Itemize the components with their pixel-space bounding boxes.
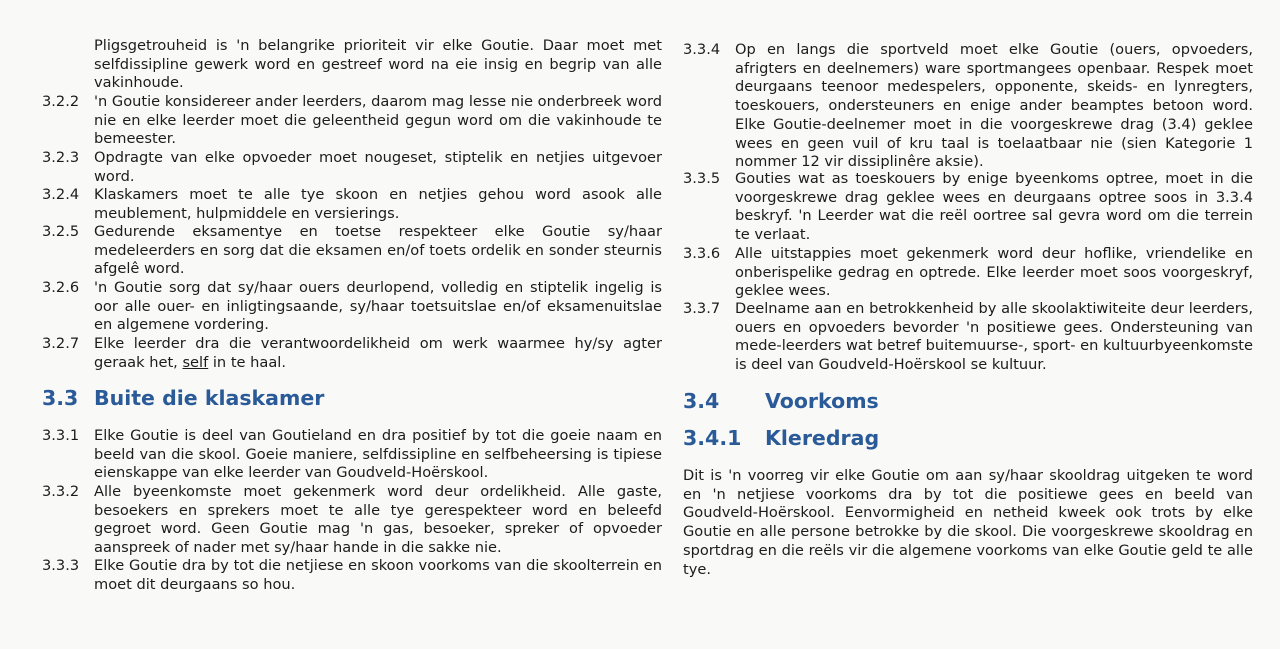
item-number: 3.2.5 [42, 223, 80, 240]
heading-number: 3.4 [683, 389, 720, 413]
list-item [42, 223, 662, 279]
item-number: 3.2.2 [42, 93, 80, 110]
list-item [42, 149, 662, 186]
item-number: 3.3.1 [42, 427, 80, 444]
section-heading [683, 389, 879, 413]
item-text [94, 335, 662, 372]
item-number: 3.2.7 [42, 335, 80, 352]
item-number: 3.2.4 [42, 186, 80, 203]
list-item [42, 483, 662, 558]
item-number: 3.3.7 [683, 300, 721, 317]
item-text: Opdragte van elke opvoeder moet nougeset, stiptelik en netjies uitgevoer word. [94, 149, 662, 185]
section-heading [42, 386, 324, 410]
body-paragraph: Dit is 'n voorreg vir elke Goutie om aan sy/haar skooldrag uitgeken te word en 'n netjiese voorkoms dra by tot die positiewe gees en beeld van Goudveld-Hoërskool. Eenvormigheid en netheid kweek ook trots by elke Goutie en alle persone betrokke by die skool. Die voorgeskrewe skooldrag en sportdrag en die reëls vir die algemene voorkoms van elke Goutie geld te alle tye. [683, 467, 1253, 578]
item-number: 3.3.4 [683, 41, 721, 58]
item-number: 3.3.6 [683, 245, 721, 262]
heading-number: 3.4.1 [683, 426, 742, 450]
underlined-word: self [182, 353, 209, 371]
item-text: 'n Goutie konsidereer ander leerders, daarom mag lesse nie onderbreek word nie en elke leerder moet die geleentheid gegun word om die vakinhoude te bemeester. [94, 93, 662, 148]
heading-number: 3.3 [42, 386, 79, 410]
list-item [683, 245, 1253, 301]
item-text-after: in te haal. [208, 353, 286, 371]
intro-text: Pligsgetrouheid is 'n belangrike prioriteit vir elke Goutie. Daar moet met selfdissipline gewerk word en gestreef word na eie insig en begrip van alle vakinhoude. [94, 37, 662, 92]
item-text: Op en langs die sportveld moet elke Goutie (ouers, opvoeders, afrigters en deelnemers) ware sportmangees openbaar. Respek moet deurgaans teenoor medespelers, opponente, skeids- en lynregters, toeskouers, ondersteuners en enige ander beamptes betoon word. Elke Goutie-deelnemer moet in die voorgeskrewe drag (3.4) geklee wees en geen vuil of kru taal is toelaatbaar nie (sien Kategorie 1 nommer 12 vir dissiplinêre aksie). [735, 41, 1253, 171]
item-number: 3.3.5 [683, 170, 721, 187]
list-item [42, 427, 662, 483]
subsection-heading [683, 426, 879, 450]
list-item [42, 186, 662, 223]
item-text: Alle byeenkomste moet gekenmerk word deur ordelikheid. Alle gaste, besoekers en sprekers moet te alle tye gerespekteer word en beleefd gegroet word. Geen Goutie mag 'n gas, besoeker, spreker of opvoeder aanspreek of nader met sy/haar hande in die sakke nie. [94, 483, 662, 557]
item-text: Gedurende eksamentye en toetse respekteer elke Goutie sy/haar medeleerders en sorg dat die eksamen en/of toets ordelik en sonder steurnis afgelê word. [94, 223, 662, 278]
item-text: Elke Goutie is deel van Goutieland en dra positief by tot die goeie naam en beeld van die skool. Goeie maniere, selfdissipline en selfbeheersing is tipiese eienskappe van elke leerder van Goudveld-Hoërskool. [94, 427, 662, 482]
item-text: Gouties wat as toeskouers by enige byeenkoms optree, moet in die voorgeskrewe drag geklee wees en deurgaans optree soos in 3.3.4 beskryf. 'n Leerder wat die reël oortree sal gevra word om die terrein te verlaat. [735, 170, 1253, 244]
item-text: Alle uitstappies moet gekenmerk word deur hoflike, vriendelike en onberispelike gedrag en optrede. Elke leerder moet soos voorgeskryf, geklee wees. [735, 245, 1253, 300]
list-item [42, 335, 662, 372]
list-item [42, 279, 662, 335]
intro-paragraph [42, 37, 662, 93]
item-number: 3.2.6 [42, 279, 80, 296]
list-item [683, 300, 1253, 375]
item-text: 'n Goutie sorg dat sy/haar ouers deurlopend, volledig en stiptelik ingelig is oor alle ouer- en inligtingsaande, sy/haar toetsuitslae en/of eksamenuitslae en algemene vordering. [94, 279, 662, 334]
list-item [42, 557, 662, 594]
item-text: Elke Goutie dra by tot die netjiese en skoon voorkoms van die skoolterrein en moet dit deurgaans so hou. [94, 557, 662, 593]
item-number: 3.2.3 [42, 149, 80, 166]
item-number: 3.3.3 [42, 557, 80, 574]
heading-title: Kleredrag [765, 426, 880, 450]
heading-title: Buite die klaskamer [94, 386, 325, 410]
list-item [683, 41, 1253, 172]
list-item [42, 93, 662, 149]
list-item [683, 170, 1253, 245]
item-text: Klaskamers moet te alle tye skoon en netjies gehou word asook alle meublement, hulpmiddele en versierings. [94, 186, 662, 222]
item-number: 3.3.2 [42, 483, 80, 500]
item-text-before: Elke leerder dra die verantwoordelikheid om werk waarmee hy/sy agter geraak het, [94, 335, 662, 371]
heading-title: Voorkoms [765, 389, 879, 413]
item-text: Deelname aan en betrokkenheid by alle skoolaktiwiteite deur leerders, ouers en opvoeders bevorder 'n positiewe gees. Ondersteuning van mede-leerders wat betref buitemuurse-, sport- en kultuurbyeenkomste is deel van Goudveld-Hoërskool se kultuur. [735, 300, 1253, 374]
